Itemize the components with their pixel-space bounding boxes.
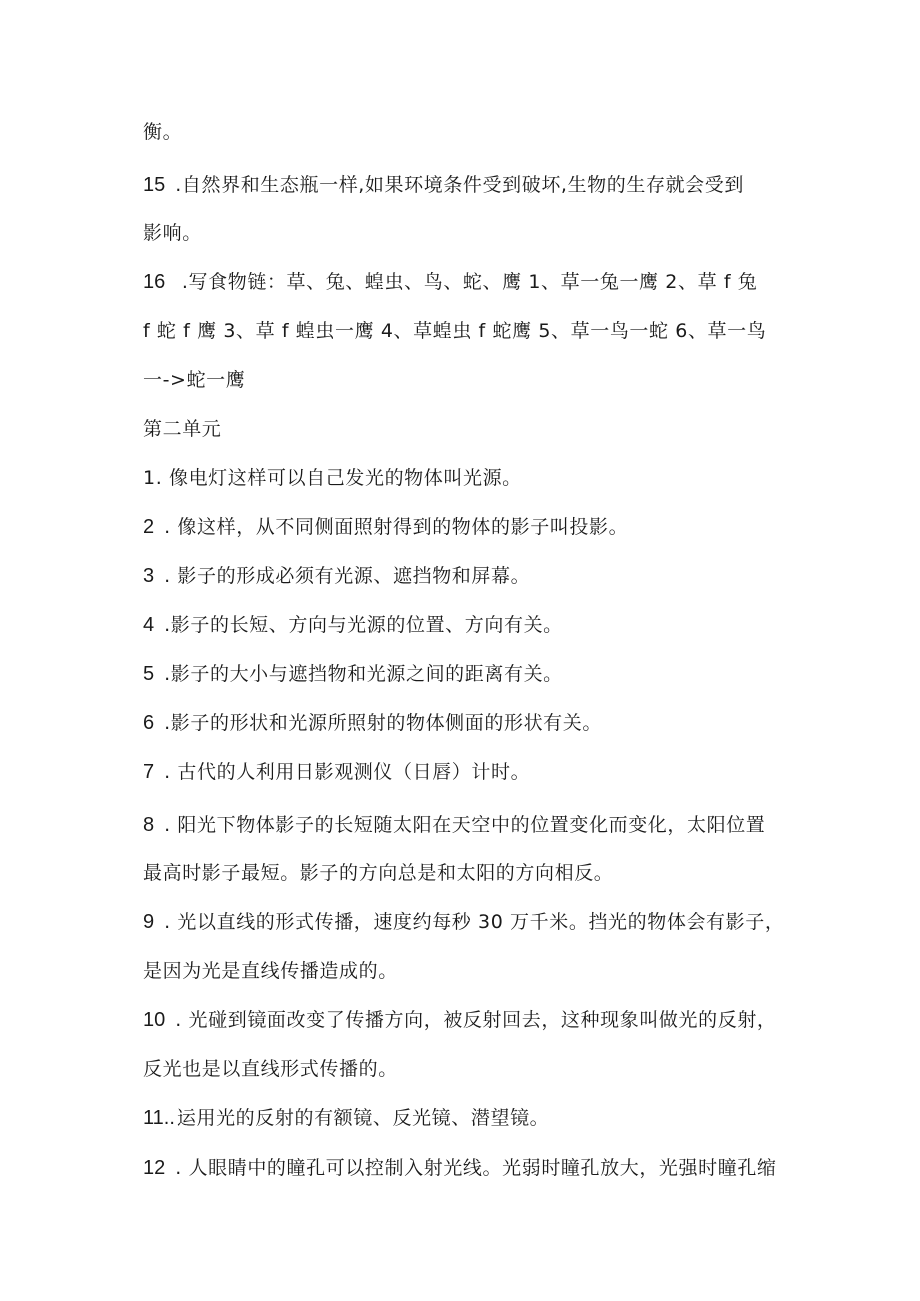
text-line [143,319,766,343]
item-number: 9 [143,911,155,933]
text-line [143,1156,777,1180]
text-line [143,368,245,392]
text-line [143,564,530,588]
text-line [143,1106,549,1130]
section-title: 第二单元 [143,418,222,440]
text-line [143,221,202,245]
text-line [143,466,522,490]
item-number: 3 [143,565,155,587]
item-number: 4 [143,614,155,636]
item-text: 衡。 [143,121,183,143]
item-text: 最高时影子最短。影子的方向总是和太阳的方向相反。 [143,862,614,884]
text-line [143,910,784,934]
item-number: 12 [143,1157,166,1179]
item-text: . 阳光下物体影子的长短随太阳在天空中的位置变化而变化，太阳位置 [164,814,766,836]
item-number: 16 [143,271,166,293]
item-text: . 光以直线的形式传播，速度约每秒 30 万千米。挡光的物体会有影子， [164,911,785,933]
text-line [143,173,744,197]
text-line [143,662,563,686]
item-text: f 蛇 f 鹰 3、草 f 蝗虫一鹰 4、草蝗虫 f 蛇鹰 5、草一鸟一蛇 6、草一鸟 [143,320,767,342]
item-text: 是因为光是直线传播造成的。 [143,960,398,982]
item-number: 2 [143,516,155,538]
item-number: 8 [143,814,155,836]
text-line [143,959,398,983]
text-line [143,515,628,539]
item-text: . 光碰到镜面改变了传播方向，被反射回去，这种现象叫做光的反射， [175,1009,777,1031]
item-text: 一->蛇一鹰 [143,369,246,391]
text-line [143,613,563,637]
text-line [143,270,757,294]
item-text: . 影子的形成必须有光源、遮挡物和屏幕。 [164,565,531,587]
section-heading [143,417,221,441]
item-text: .写食物链：草、兔、蝗虫、鸟、蛇、鹰 1、草一兔一鹰 2、草 f 兔 [175,271,758,293]
text-line [143,813,765,837]
item-number: 6 [143,712,155,734]
item-text: 1. 像电灯这样可以自己发光的物体叫光源。 [143,467,522,489]
item-text: 影响。 [143,222,202,244]
text-line [143,760,530,784]
item-number: 11.. [143,1107,175,1129]
item-text: .影子的大小与遮挡物和光源之间的距离有关。 [164,663,563,685]
item-text: . 像这样，从不同侧面照射得到的物体的影子叫投影。 [164,516,629,538]
item-number: 10 [143,1009,166,1031]
text-line [143,1008,777,1032]
item-text: 运用光的反射的有额镜、反光镜、潜望镜。 [176,1107,550,1129]
item-text: 反光也是以直线形式传播的。 [143,1058,398,1080]
item-number: 5 [143,663,155,685]
text-line [143,711,602,735]
text-line [143,861,613,885]
text-line [143,120,182,144]
item-text: .自然界和生态瓶一样,如果环境条件受到破坏,生物的生存就会受到 [175,174,744,196]
item-text: .影子的形状和光源所照射的物体侧面的形状有关。 [164,712,602,734]
item-number: 15 [143,174,166,196]
item-number: 7 [143,761,155,783]
item-text: . 人眼睛中的瞳孔可以控制入射光线。光弱时瞳孔放大，光强时瞳孔缩 [175,1157,777,1179]
item-text: . 古代的人利用日影观测仪（日唇）计时。 [164,761,531,783]
item-text: .影子的长短、方向与光源的位置、方向有关。 [164,614,563,636]
text-line [143,1057,398,1081]
